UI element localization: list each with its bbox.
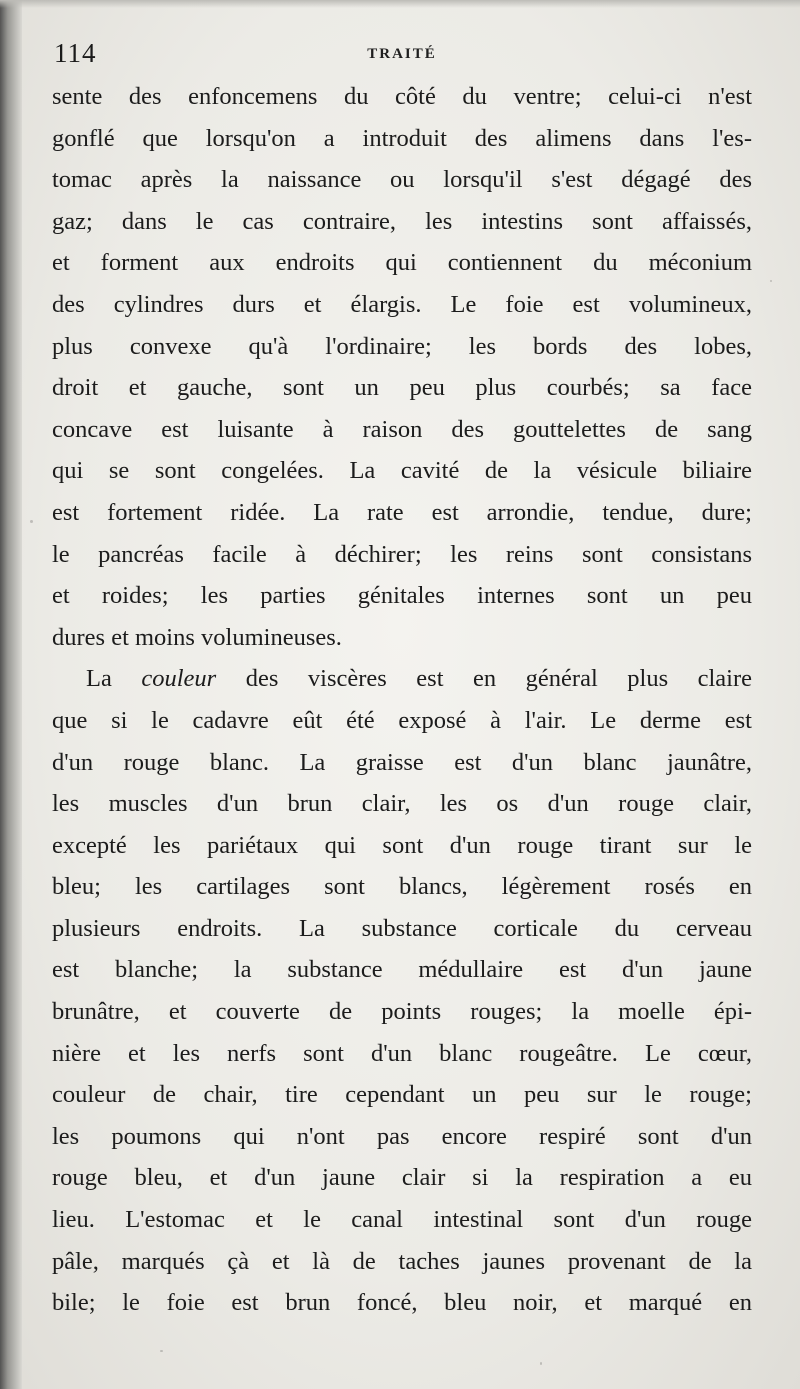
text-line: tomac après la naissance ou lorsqu'il s'est dégagé des bbox=[52, 166, 752, 194]
text-line: couleur de chair, tire cependant un peu sur le rouge; bbox=[52, 1081, 752, 1109]
page-number: 114 bbox=[54, 38, 97, 68]
text-line: sente des enfoncemens du côté du ventre; celui-ci n'est bbox=[52, 83, 752, 110]
italic-term: couleur bbox=[141, 665, 217, 693]
text-line: plus convexe qu'à l'ordinaire; les bords des lobes, bbox=[52, 332, 752, 360]
text-line: lieu. L'estomac et le canal intestinal sont d'un rouge bbox=[52, 1206, 752, 1234]
text-line: d'un rouge blanc. La graisse est d'un blanc jaunâtre, bbox=[52, 748, 752, 776]
text-line: le pancréas facile à déchirer; les reins sont consistans bbox=[52, 540, 752, 568]
text-line: bile; le foie est brun foncé, bleu noir, et marqué en bbox=[52, 1289, 752, 1317]
text-line: bleu; les cartilages sont blancs, légèrement rosés en bbox=[52, 873, 752, 901]
text-line: plusieurs endroits. La substance corticale du cerveau bbox=[52, 914, 752, 942]
text-line: et forment aux endroits qui contiennent du méconium bbox=[52, 249, 752, 277]
text-line: concave est luisante à raison des gouttelettes de sang bbox=[52, 415, 752, 443]
page-header bbox=[52, 38, 752, 68]
text-line: qui se sont congelées. La cavité de la vésicule biliaire bbox=[52, 457, 752, 485]
text-line: excepté les pariétaux qui sont d'un rouge tirant sur le bbox=[52, 831, 752, 859]
body-text bbox=[52, 76, 752, 1346]
page-gutter-shadow bbox=[0, 0, 22, 1389]
text-line: les poumons qui n'ont pas encore respiré sont d'un bbox=[52, 1122, 752, 1150]
text-line: les muscles d'un brun clair, les os d'un rouge clair, bbox=[52, 790, 752, 818]
text-line: est blanche; la substance médullaire est d'un jaune bbox=[52, 956, 752, 984]
paper-speck bbox=[30, 520, 33, 523]
paragraph-start-line bbox=[52, 658, 752, 700]
text-line: et roides; les parties génitales internes sont un peu bbox=[52, 582, 752, 610]
paragraph-first-line-rest: des viscères est en général plus claire bbox=[245, 665, 752, 693]
text-line: des cylindres durs et élargis. Le foie est volumineux, bbox=[52, 290, 752, 318]
text-line: gonflé que lorsqu'on a introduit des alimens dans l'es- bbox=[52, 124, 752, 152]
text-line: pâle, marqués çà et là de taches jaunes provenant de la bbox=[52, 1247, 752, 1275]
page-top-edge bbox=[0, 0, 800, 8]
paragraph-lead-word: La bbox=[86, 665, 112, 693]
text-line: est fortement ridée. La rate est arrondie, tendue, dure; bbox=[52, 498, 752, 526]
running-head: TRAITÉ bbox=[367, 46, 437, 62]
text-line: nière et les nerfs sont d'un blanc rougeâtre. Le cœur, bbox=[52, 1039, 752, 1067]
paper-speck bbox=[160, 1350, 163, 1352]
paragraph-end-line: dures et moins volumineuses. bbox=[52, 623, 342, 651]
paper-speck bbox=[770, 280, 772, 282]
text-line: droit et gauche, sont un peu plus courbés; sa face bbox=[52, 374, 752, 402]
text-line: gaz; dans le cas contraire, les intestins sont affaissés, bbox=[52, 207, 752, 235]
text-line: brunâtre, et couverte de points rouges; la moelle épi- bbox=[52, 998, 752, 1026]
text-line: rouge bleu, et d'un jaune clair si la respiration a eu bbox=[52, 1164, 752, 1192]
paper-speck bbox=[540, 1362, 542, 1365]
text-line: que si le cadavre eût été exposé à l'air. Le derme est bbox=[52, 706, 752, 734]
